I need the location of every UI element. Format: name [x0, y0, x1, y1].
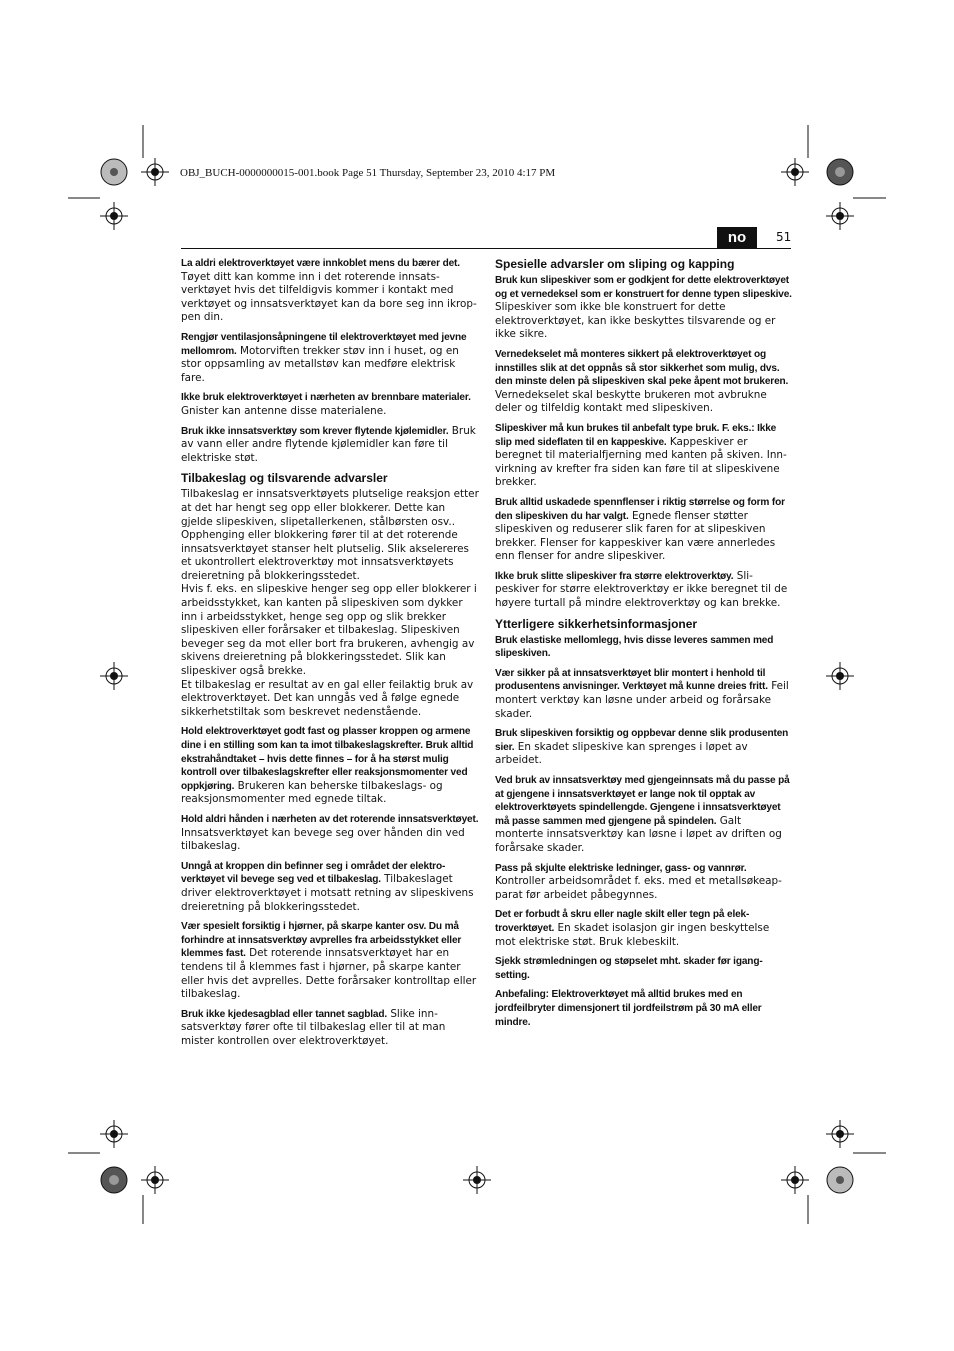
- section-heading: Ytterligere sikkerhetsinformasjoner: [495, 616, 698, 631]
- crosshair-icon: [100, 662, 128, 690]
- section-heading: Spesielle advarsler om sliping og kapping: [495, 257, 735, 271]
- crosshair-icon: [826, 662, 854, 690]
- paragraph: Vernedekselet må monteres sikkert på elektroverktøyet og innstilles slik at det oppnås så stor sikkerhet som mulig, dvs. den minste delen på slipeskiven skal peke åpent mot brukeren. Vernedekselet skal beskytte brukeren mot avbrukne deler og tilfeldig kontakt med slipeskiven.: [495, 348, 789, 415]
- section-heading: Tilbakeslag og tilsvarende advarsler: [181, 471, 388, 486]
- crosshair-icon: [141, 1166, 169, 1194]
- paragraph: Det er forbudt å skru eller nagle skilt eller tegn på elektroverktøyet. En skadet isolasjon gir ingen beskyttelse mot elektriske støt. Bruk klebeskilt.: [495, 909, 770, 948]
- paragraph: Sjekk strømledningen og støpselet mht. skader før igangsetting.: [495, 956, 763, 981]
- paragraph: Hvis f. eks. en slipeskive henger seg opp eller blokkerer i arbeidsstykket, kan kanten på slipeskiven som dykker inn i arbeidsstykket, henge seg opp og slik brekker slipeskiven eller forårsaker et tilbakeslag. Slipeskiven beveger seg da mot eller bort fra brukeren, avhengig av skivens dreieretning på blokkeringsstedet. Slik kan slipeskiver også brekke.: [181, 583, 477, 678]
- paragraph: Vær spesielt forsiktig i hjørner, på skarpe kanter osv. Du må forhindre at innsatsverktøy avprelles fra arbeidsstykket eller klemmes fast. Det roterende innsatsverktøyet har en tendens til å klemmes fast i hjørner, på skarpe kanter eller hvis det avprelles. Dette forårsaker kontrolltap eller tilbakeslag.: [181, 921, 477, 1001]
- paragraph: Bruk slipeskiven forsiktig og oppbevar denne slik produsenten sier. En skadet slipeskive kan sprenges i løpet av arbeidet.: [495, 728, 789, 767]
- color-wheel-icon: [827, 1167, 853, 1193]
- paragraph: Bruk ikke kjedesagblad eller tannet sagblad. Slike innsatsverktøy fører ofte til tilbakeslag eller til at man mister kontrollen over elektroverktøyet.: [181, 1007, 446, 1047]
- paragraph: Unngå at kroppen din befinner seg i området der elektroverktøyet vil bevege seg ved et tilbakeslag. Tilbakeslaget driver elektroverktøyet i motsatt retning av slipeskivens dreieretning på blokkeringsstedet.: [181, 860, 474, 913]
- crosshair-icon: [141, 158, 169, 186]
- paragraph: Bruk elastiske mellomlegg, hvis disse leveres sammen med slipeskiven.: [495, 634, 774, 660]
- paragraph: La aldri elektroverktøyet være innkoblet mens du bærer det. Tøyet ditt kan komme inn i det roterende innsatsverktøyet hvis det tilfeldigvis kommer i kontakt med verktøyet og innsatsverktøyet kan da bore seg inn ikroppen din.: [181, 258, 477, 324]
- crosshair-icon: [781, 158, 809, 186]
- print-slug: OBJ_BUCH-0000000015-001.book Page 51 Thursday, September 23, 2010 4:17 PM: [180, 167, 556, 179]
- paragraph: Ved bruk av innsatsverktøy med gjengeinnsats må du passe på at gjengene i innsatsverktøyet er lange nok til opptak av elektroverktøyets spindellengde. Gjengene i innsatsverktøyet må passe sammen med gjengene på spindelen. Galt monterte innsatsverktøy kan løsne i løpet av driften og forårsake skader.: [495, 775, 790, 854]
- color-wheel-icon: [101, 1167, 127, 1193]
- paragraph: Anbefaling: Elektroverktøyet må alltid brukes med en jordfeilbryter dimensjonert til jordfeilstrøm på 30 mA eller mindre.: [495, 989, 762, 1028]
- paragraph: Et tilbakeslag er resultat av en gal eller feilaktig bruk av elektroverktøyet. Det kan unngås ved å følge egnede sikkerhetstiltak som beskrevet nedenstående.: [181, 678, 474, 718]
- crosshair-icon: [781, 1166, 809, 1194]
- language-badge: no: [717, 227, 757, 248]
- header-rule: [181, 248, 791, 249]
- paragraph: Ikke bruk slitte slipeskiver fra større elektroverktøy. Slipeskiver for større elektroverktøy er ikke beregnet til de høyere turtall på mindre elektroverktøy og kan brekke.: [495, 569, 788, 610]
- right-column: [495, 257, 792, 1035]
- crosshair-icon: [100, 202, 128, 230]
- crosshair-icon: [463, 1166, 491, 1194]
- paragraph: Ikke bruk elektroverktøyet i nærheten av brennbare materialer. Gnister kan antenne disse materialene.: [181, 392, 471, 417]
- page-number: 51: [776, 230, 792, 244]
- crosshair-icon: [826, 202, 854, 230]
- color-wheel-icon: [101, 159, 127, 185]
- paragraph: Rengjør ventilasjonsåpningene til elektroverktøyet med jevne mellomrom. Motorviften trekker støv inn i huset, og en stor oppsamling av metallstøv kan medføre elektrisk fare.: [181, 331, 467, 384]
- paragraph: Vær sikker på at innsatsverktøyet blir montert i henhold til produsentens anvisninger. Verktøyet må kunne dreies fritt. Feil montert verktøy kan løsne under arbeid og forårsake skader.: [495, 667, 789, 720]
- crosshair-icon: [826, 1120, 854, 1148]
- paragraph: Bruk ikke innsatsverktøy som krever flytende kjølemidler. Bruk av vann eller andre flytende kjølemidler kan føre til elektriske støt.: [181, 424, 476, 464]
- left-column: [181, 257, 479, 1054]
- paragraph: Slipeskiver må kun brukes til anbefalt type bruk. F. eks.: Ikke slip med sideflaten til en kappeskive. Kappeskiver er beregnet til materialfjerning med kanten på skiven. Innvirkning av krefter fra siden kan føre til at slipeskivene brekker.: [495, 422, 787, 489]
- paragraph: Bruk kun slipeskiver som er godkjent for dette elektroverktøyet og et vernedeksel som er konstruert for denne typen slipeskive. Slipeskiver som ikke ble konstruert for dette elektroverktøyet, kan ikke beskyttes tilsvarende og er ikke sikre.: [495, 275, 792, 341]
- paragraph: Bruk alltid uskadede spennflenser i riktig størrelse og form for den slipeskiven du har valgt. Egnede flenser støtter slipeskiven og reduserer slik faren for at slipeskiven brekker. Flenser for kappeskiver kan være annerledes enn flenser for andre slipeskiver.: [495, 496, 785, 563]
- paragraph: Tilbakeslag er innsatsverktøyets plutselige reaksjon etter at det har hengt seg opp eller blokkerer. Dette kan gjelde slipeskiven, slipetallerkenen, stålbørsten osv.. Opphenging eller blokkering fører til at det roterende innsatsverktøyet stanser helt plutselig. Slik akselereres et ukontrollert elektroverktøy mot innsatsverktøyets dreieretning på blokkeringsstedet.: [181, 488, 479, 582]
- color-wheel-icon: [827, 159, 853, 185]
- crosshair-icon: [100, 1120, 128, 1148]
- paragraph: Hold elektroverktøyet godt fast og plasser kroppen og armene dine i en stilling som kan ta imot tilbakeslagskrefter. Bruk alltid ekstrahåndtaket – hvis dette finnes – for å ha størst mulig kontroll over tilbakeslagskrefter eller reaksjonsmomenter ved oppkjøring. Brukeren kan beherske tilbakeslags- og reaksjonsmomenter med egnede tiltak.: [181, 726, 474, 806]
- paragraph: Pass på skjulte elektriske ledninger, gass- og vannrør. Kontroller arbeidsområdet f. eks. med et metallsøkeapparat før arbeidet påbegynnes.: [495, 862, 782, 901]
- paragraph: Hold aldri hånden i nærheten av det roterende innsatsverktøyet. Innsatsverktøyet kan bevege seg over hånden din ved tilbakeslag.: [181, 813, 479, 853]
